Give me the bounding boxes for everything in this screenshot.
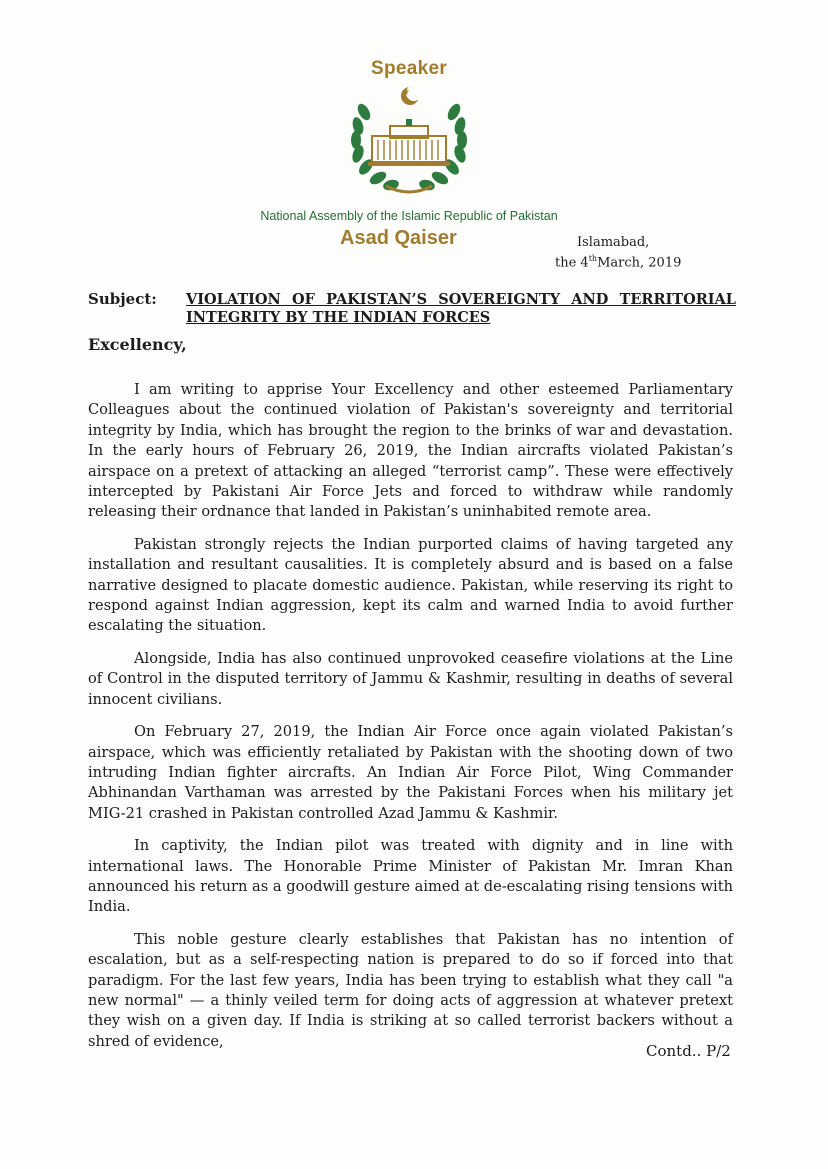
letter-body <box>88 380 733 1064</box>
date-rest: March, 2019 <box>597 255 682 271</box>
paragraph: On February 27, 2019, the Indian Air Force once again violated Pakistan’s airspace, which was efficiently retaliated by Pakistan with the shooting down of two intruding Indian fighter aircrafts. An Indian Air Force Pilot, Wing Commander Abhinandan Varthaman was arrested by the Pakistani Forces when his military jet MIG-21 crashed in Pakistan controlled Azad Jammu & Kashmir. <box>88 723 733 822</box>
paragraph: Pakistan strongly rejects the Indian purported claims of having targeted any installation and resultant causalities. It is completely absurd and is based on a false narrative designed to placate domestic audience. Pakistan, while reserving its right to respond against Indian aggression, kept its calm and warned India to avoid further escalating the situation. <box>88 535 733 635</box>
assembly-name: National Assembly of the Islamic Republic of Pakistan <box>260 209 558 223</box>
salutation: Excellency, <box>88 335 187 354</box>
paragraph: This noble gesture clearly establishes that Pakistan has no intention of escalation, but as a self-respecting nation is prepared to do so if forced into that paradigm. For the last few years, India has been trying to establish what they call "a new normal" — a thinly veiled term for doing acts of aggression at whatever pretext they wish on a given day. If India is striking at so called terrorist backers without a shred of evidence, <box>88 930 733 1050</box>
subject-text: VIOLATION OF PAKISTAN’S SOVEREIGNTY AND TERRITORIAL INTEGRITY BY THE INDIAN FORCES <box>186 291 736 326</box>
date-prefix: the 4 <box>555 255 589 271</box>
subject-label: Subject: <box>88 290 157 308</box>
date-line <box>555 254 681 270</box>
date-ordinal: th <box>588 254 598 263</box>
paragraph: I am writing to apprise Your Excellency and other esteemed Parliamentary Colleagues about the continued violation of Pakistan's sovereignty and territorial integrity by India, which has brought the region to the brinks of war and devastation. In the early hours of February 26, 2019, the Indian aircrafts violated Pakistan’s airspace on a pretext of attacking an alleged “terrorist camp”. These were effectively intercepted by Pakistani Air Force Jets and forced to withdraw while randomly releasing their ordnance that landed in Pakistan’s uninhabited remote area. <box>88 381 733 521</box>
place-line: Islamabad, <box>577 235 650 250</box>
paragraph: In captivity, the Indian pilot was treated with dignity and in line with international laws. The Honorable Prime Minister of Pakistan Mr. Imran Khan announced his return as a goodwill gesture aimed at de-escalating rising tensions with India. <box>88 837 733 916</box>
continued-marker: Contd.. P/2 <box>646 1042 731 1060</box>
letterhead-title: Speaker <box>370 58 448 79</box>
speaker-name: Asad Qaiser <box>340 227 457 249</box>
paragraph: Alongside, India has also continued unprovoked ceasefire violations at the Line of Control in the disputed territory of Jammu & Kashmir, resulting in deaths of several innocent civilians. <box>88 649 733 708</box>
parliament-emblem-icon <box>346 82 472 200</box>
